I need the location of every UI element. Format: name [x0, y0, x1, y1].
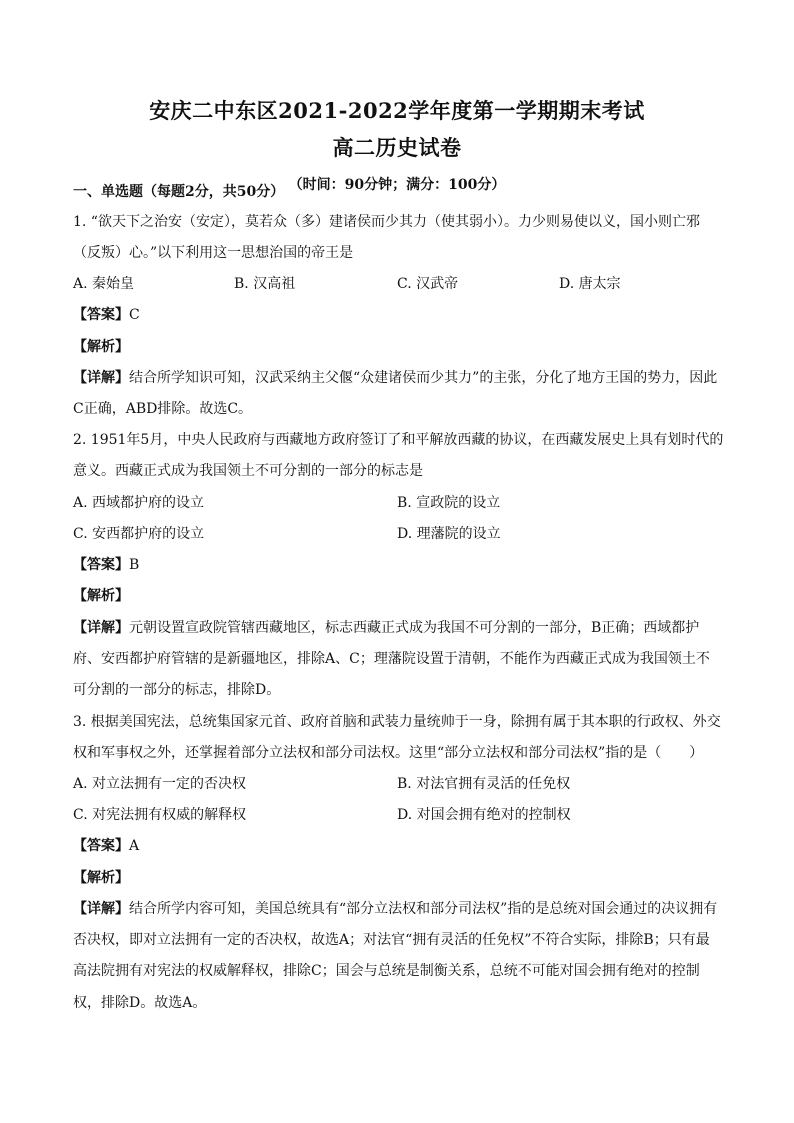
q2-stem-line1: 2. 1951年5月，中央人民政府与西藏地方政府签订了和平解放西藏的协议，在西藏发展史上具有划时代的 [73, 432, 724, 448]
q3-analysis: 【解析】 [73, 870, 129, 886]
q3-option-d: D. 对国会拥有绝对的控制权 [397, 807, 571, 823]
q3-answer [73, 836, 723, 856]
q1-detail-line2: C正确，ABD排除。故选C。 [73, 401, 253, 417]
exam-meta: （时间：90分钟；满分：100分） [288, 177, 506, 193]
q3-stem-line2: 权和军事权之外，还掌握着部分立法权和部分司法权。这里“部分立法权和部分司法权”指的是（ ） [73, 745, 704, 761]
exam-title: 安庆二中东区2021-2022学年度第一学期期末考试 [149, 98, 645, 123]
q1-detail-text1: 结合所学知识可知，汉武采纳主父偃“众建诸侯而少其力”的主张，分化了地方王国的势力，因此 [129, 370, 718, 386]
q1-option-d: D. 唐太宗 [559, 276, 621, 292]
q2-option-a: A. 西域都护府的设立 [73, 495, 205, 511]
q1-answer [73, 305, 723, 325]
q2-answer-value: B [129, 557, 140, 573]
q2-answer-tag: 【答案】 [73, 557, 129, 573]
q3-stem-line1: 3. 根据美国宪法，总统集国家元首、政府首脑和武装力量统帅于一身，除拥有属于其本职的行政权、外交 [73, 714, 721, 730]
q1-analysis: 【解析】 [73, 339, 129, 355]
q3-detail-line1 [73, 899, 723, 919]
q1-stem-line1: 1. “欲天下之治安（安定），莫若众（多）建诸侯而少其力（使其弱小）。力少则易使以义，国小则亡邪 [73, 214, 700, 230]
exam-subtitle: 高二历史试卷 [332, 135, 462, 160]
q1-option-c: C. 汉武帝 [397, 276, 459, 292]
q1-answer-tag: 【答案】 [73, 307, 129, 323]
q2-answer [73, 555, 723, 575]
q3-detail-line2: 否决权，即对立法拥有一定的否决权，故选A；对法官“拥有灵活的任免权”不符合实际，排除B；只有最 [73, 932, 710, 948]
q2-detail-text1: 元朝设置宣政院管辖西藏地区，标志西藏正式成为我国不可分割的一部分，B正确；西域都护 [129, 620, 700, 636]
q1-option-b: B. 汉高祖 [234, 276, 296, 292]
q3-option-b: B. 对法官拥有灵活的任免权 [397, 776, 571, 792]
q2-detail-line3: 可分割的一部分的标志，排除D。 [73, 682, 281, 698]
q2-analysis: 【解析】 [73, 588, 129, 604]
q3-answer-tag: 【答案】 [73, 838, 129, 854]
q3-detail-line4: 权，排除D。故选A。 [73, 995, 207, 1011]
q3-answer-value: A [129, 838, 140, 854]
q2-detail-tag: 【详解】 [73, 620, 129, 636]
q2-option-c: C. 安西都护府的设立 [73, 526, 205, 542]
q1-detail-tag: 【详解】 [73, 370, 129, 386]
q1-answer-value: C [129, 307, 140, 323]
q3-detail-text1: 结合所学内容可知，美国总统具有“部分立法权和部分司法权”指的是总统对国会通过的决议拥有 [129, 901, 718, 917]
q1-stem-line2: （反叛）心。”以下利用这一思想治国的帝王是 [73, 245, 354, 261]
q1-detail-line1 [73, 368, 723, 388]
q3-option-a: A. 对立法拥有一定的否决权 [73, 776, 247, 792]
q1-option-a: A. 秦始皇 [73, 276, 135, 292]
q3-detail-tag: 【详解】 [73, 901, 129, 917]
q2-stem-line2: 意义。西藏正式成为我国领土不可分割的一部分的标志是 [73, 463, 423, 479]
q3-detail-line3: 高法院拥有对宪法的权威解释权，排除C；国会与总统是制衡关系，总统不可能对国会拥有绝对的控制 [73, 963, 700, 979]
q2-option-d: D. 理藩院的设立 [397, 526, 501, 542]
q3-option-c: C. 对宪法拥有权威的解释权 [73, 807, 247, 823]
section-title: 一、单选题（每题2分，共50分） [73, 184, 285, 200]
q2-detail-line1 [73, 618, 723, 638]
q2-detail-line2: 府、安西都护府管辖的是新疆地区，排除A、C；理藩院设置于清朝，不能作为西藏正式成为我国领土不 [73, 651, 710, 667]
q2-option-b: B. 宣政院的设立 [397, 495, 501, 511]
